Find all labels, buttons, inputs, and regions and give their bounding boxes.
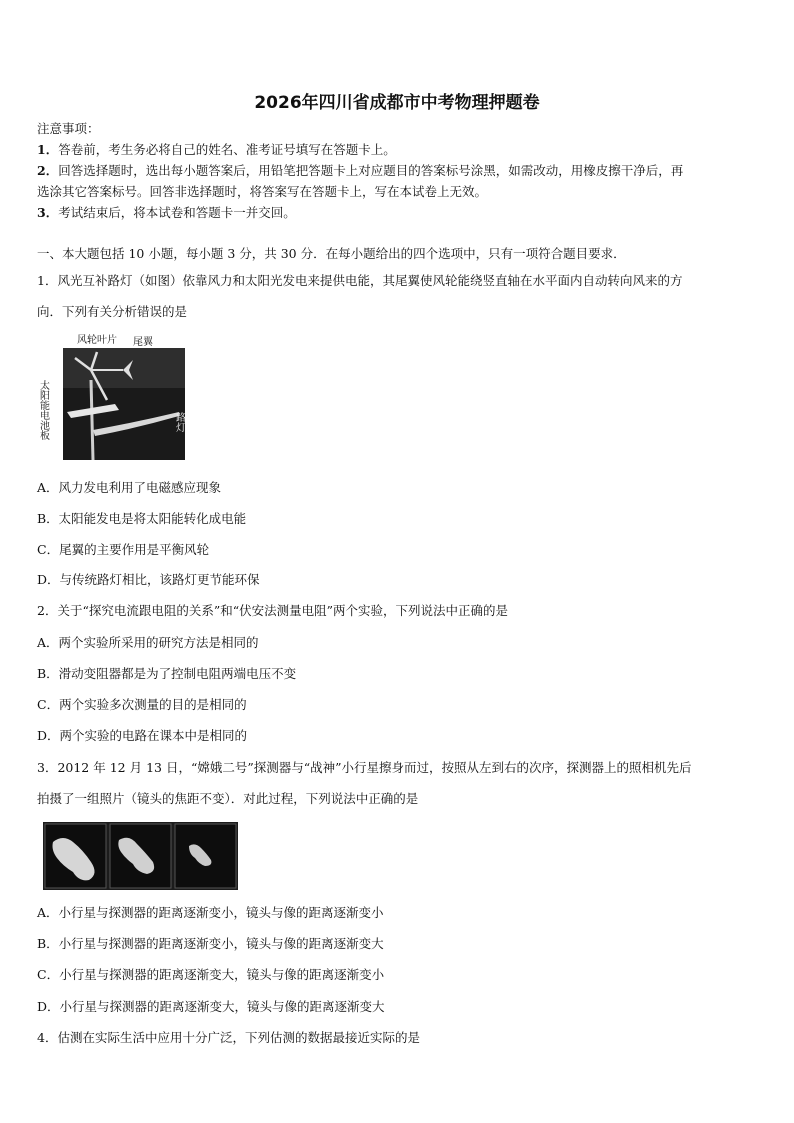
notice-item-text: 答卷前，考生务必将自己的姓名、准考证号填写在答题卡上。 <box>58 142 396 157</box>
notice-item-number: 2． <box>37 163 59 178</box>
question-2-stem: 2．关于“探究电流跟电阻的关系”和“伏安法测量电阻”两个实验，下列说法中正确的是 <box>37 603 509 618</box>
notice-item <box>37 205 296 221</box>
q3-option-a: A．小行星与探测器的距离逐渐变小，镜头与像的距离逐渐变小 <box>37 905 384 920</box>
label-wind-blade: 风轮叶片 <box>77 335 117 346</box>
q1-option-c: C．尾翼的主要作用是平衡风轮 <box>37 542 210 557</box>
question-3-stem: 3．2012 年 12 月 13 日，“嫦娥二号”探测器与“战神”小行星擦身而过，按照从左到右的次序，探测器上的照相机先后 <box>37 760 692 775</box>
q3-option-d: D．小行星与探测器的距离逐渐变大，镜头与像的距离逐渐变大 <box>37 999 385 1014</box>
q2-option-a: A．两个实验所采用的研究方法是相同的 <box>37 635 259 650</box>
notice-item <box>37 163 683 179</box>
notice-item <box>37 184 487 200</box>
notice-item-number: 1． <box>37 142 59 157</box>
section-heading: 一、本大题包括 10 小题，每小题 3 分，共 30 分．在每小题给出的四个选项中，只有一项符合题目要求． <box>37 246 626 261</box>
q3-option-b: B．小行星与探测器的距离逐渐变小，镜头与像的距离逐渐变大 <box>37 936 384 951</box>
q1-option-a: A．风力发电利用了电磁感应现象 <box>37 480 222 495</box>
notice-heading: 注意事项： <box>37 121 100 136</box>
question-4-stem: 4．估测在实际生活中应用十分广泛，下列估测的数据最接近实际的是 <box>37 1030 420 1045</box>
q3-option-c: C．小行星与探测器的距离逐渐变大，镜头与像的距离逐渐变小 <box>37 967 385 982</box>
question-1-stem: 1．风光互补路灯（如图）依靠风力和太阳光发电来提供电能，其尾翼使风轮能绕竖直轴在水平面内自动转向风来的方 <box>37 273 683 288</box>
question-3-stem-cont: 拍摄了一组照片（镜头的焦距不变）．对此过程，下列说法中正确的是 <box>37 791 419 806</box>
q1-option-d: D．与传统路灯相比，该路灯更节能环保 <box>37 572 260 587</box>
notice-item-text: 回答选择题时，选出每小题答案后，用铅笔把答题卡上对应题目的答案标号涂黑，如需改动，用橡皮擦干净后，再 <box>58 163 684 178</box>
q2-option-c: C．两个实验多次测量的目的是相同的 <box>37 697 247 712</box>
notice-item-text: 考试结束后，将本试卷和答题卡一并交回。 <box>58 205 296 220</box>
label-solar-panel: 太阳能电池板 <box>37 380 49 440</box>
wind-solar-streetlamp-figure <box>37 330 187 464</box>
question-1-stem-cont: 向．下列有关分析错误的是 <box>37 304 188 319</box>
notice-item <box>37 142 396 158</box>
label-tail: 尾翼 <box>133 337 153 348</box>
label-lamp: 路灯 <box>173 412 185 432</box>
q1-option-b: B．太阳能发电是将太阳能转化成电能 <box>37 511 247 526</box>
notice-item-text: 选涂其它答案标号。回答非选择题时，将答案写在答题卡上，写在本试卷上无效。 <box>37 184 488 199</box>
q2-option-d: D．两个实验的电路在课本中是相同的 <box>37 728 248 743</box>
asteroid-photos-figure <box>43 822 238 890</box>
page-title: 2026年四川省成都市中考物理押题卷 <box>254 93 540 113</box>
notice-item-number: 3． <box>37 205 59 220</box>
q2-option-b: B．滑动变阻器都是为了控制电阻两端电压不变 <box>37 666 297 681</box>
